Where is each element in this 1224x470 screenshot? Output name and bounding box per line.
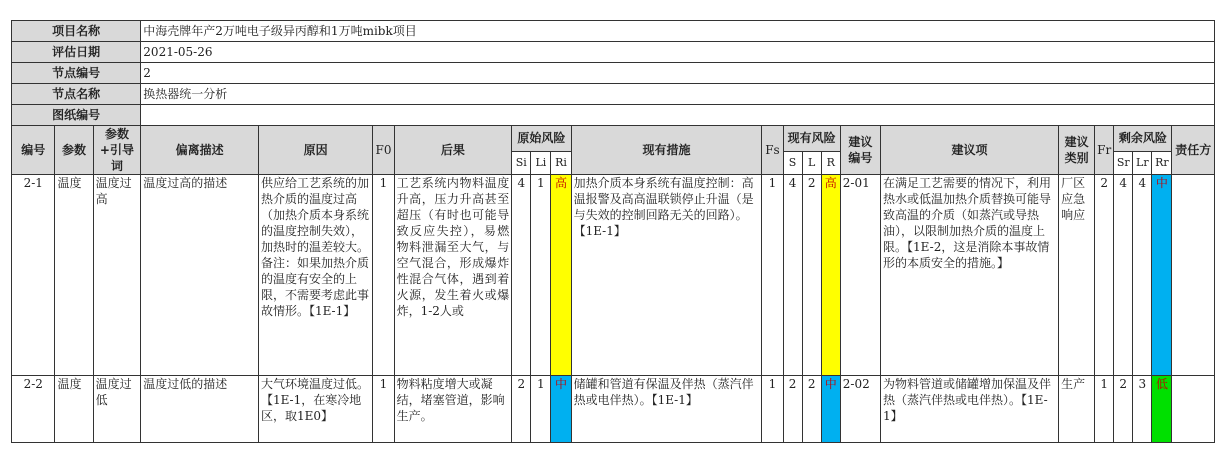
row-suggestion-type: 厂区应急响应 bbox=[1059, 175, 1095, 376]
row-r-badge: 中 bbox=[821, 376, 840, 443]
row-suggestion-no: 2-01 bbox=[840, 175, 880, 376]
project-name-value: 中海壳牌年产2万吨电子级异丙醇和1万吨mibk项目 bbox=[141, 21, 1215, 42]
row-si: 2 bbox=[512, 376, 531, 443]
col-header-residual-risk: 剩余风险 bbox=[1114, 126, 1172, 152]
row-cause-text: 大气环境温度过低。【1E-1，在寒冷地区，取1E0】 bbox=[260, 377, 369, 423]
col-header-li: Li bbox=[531, 151, 551, 174]
row-consequence: 物料粘度增大或凝结，堵塞管道，影响生产。 bbox=[394, 376, 512, 443]
col-header-l: L bbox=[802, 151, 821, 174]
col-header-deviation: 偏离描述 bbox=[141, 126, 259, 175]
col-header-original-risk: 原始风险 bbox=[512, 126, 571, 152]
eval-date-value: 2021-05-26 bbox=[141, 42, 1215, 63]
row-deviation: 温度过高的描述 bbox=[141, 175, 259, 376]
col-header-r: R bbox=[821, 151, 840, 174]
hazop-table bbox=[11, 20, 1215, 443]
row-lr: 4 bbox=[1133, 175, 1152, 376]
node-name-label: 节点名称 bbox=[12, 84, 141, 105]
row-suggestion-no: 2-02 bbox=[840, 376, 880, 443]
row-r-badge: 高 bbox=[821, 175, 840, 376]
row-l: 2 bbox=[802, 376, 821, 443]
row-s: 4 bbox=[783, 175, 802, 376]
row-guide-word: 温度过高 bbox=[93, 175, 141, 376]
row-fr: 2 bbox=[1095, 175, 1114, 376]
row-f0: 1 bbox=[373, 175, 394, 376]
col-header-fs: Fs bbox=[762, 126, 783, 175]
col-header-owner: 责任方 bbox=[1172, 126, 1215, 175]
row-li: 1 bbox=[531, 175, 551, 376]
row-owner bbox=[1172, 175, 1215, 376]
col-header-no: 编号 bbox=[12, 126, 55, 175]
row-f0: 1 bbox=[373, 376, 394, 443]
row-rr-badge: 中 bbox=[1152, 175, 1172, 376]
row-suggestion: 为物料管道或储罐增加保温及伴热（蒸汽伴热或电伴热）。【1E-1】 bbox=[881, 376, 1059, 443]
row-rr-badge: 低 bbox=[1152, 376, 1172, 443]
col-header-param: 参数 bbox=[55, 126, 93, 175]
col-header-cause: 原因 bbox=[258, 126, 372, 175]
row-cause-text: 供应给工艺系统的加热介质的温度过高（加热介质本身系统的温度控制失效），加热时的温差较大。备注：如果加热介质的温度有安全的上限，不需要考虑此事故情形。【1E-1】 bbox=[260, 176, 369, 318]
row-owner bbox=[1172, 376, 1215, 443]
col-header-s: S bbox=[783, 151, 802, 174]
table-row bbox=[12, 175, 1215, 376]
row-fr: 1 bbox=[1095, 376, 1114, 443]
drawing-number-value bbox=[141, 105, 1215, 126]
col-header-si: Si bbox=[512, 151, 531, 174]
col-header-lr: Lr bbox=[1133, 151, 1152, 174]
row-consequence bbox=[394, 175, 512, 376]
col-header-fr: Fr bbox=[1095, 126, 1114, 175]
row-cause bbox=[258, 376, 372, 443]
row-si: 4 bbox=[512, 175, 531, 376]
node-number-value: 2 bbox=[141, 63, 1215, 84]
row-fs: 1 bbox=[762, 376, 783, 443]
table-row bbox=[12, 376, 1215, 443]
row-cause bbox=[258, 175, 372, 376]
row-suggestion: 在满足工艺需要的情况下，利用热水或低温加热介质替换可能导致高温的介质（如蒸汽或导热油），以限制加热介质的温度上限。【1E-2，这是消除本事故情形的本质安全的措施。】 bbox=[881, 175, 1059, 376]
eval-date-label: 评估日期 bbox=[12, 42, 141, 63]
row-number: 2-2 bbox=[12, 376, 55, 443]
row-measures: 加热介质本身系统有温度控制：高温报警及高高温联锁停止升温（是与失效的控制回路无关的回路）。【1E-1】 bbox=[571, 175, 762, 376]
row-consequence-text: 工艺系统内物料温度升高，压力升高甚至超压（有时也可能导致反应失控），易燃物料泄漏至大气，与空气混合，形成爆炸性混合气体，遇到着火源，发生着火或爆炸，1-2人或 bbox=[396, 176, 510, 318]
col-header-param-guide: 参数+引导词 bbox=[93, 126, 141, 175]
row-measures: 储罐和管道有保温及伴热（蒸汽伴热或电伴热）。【1E-1】 bbox=[571, 376, 762, 443]
col-header-ri: Ri bbox=[551, 151, 571, 174]
row-number: 2-1 bbox=[12, 175, 55, 376]
col-header-suggestion-no: 建议编号 bbox=[840, 126, 880, 175]
row-li: 1 bbox=[531, 376, 551, 443]
node-number-label: 节点编号 bbox=[12, 63, 141, 84]
row-suggestion-type: 生产 bbox=[1059, 376, 1095, 443]
row-ri-badge: 中 bbox=[551, 376, 571, 443]
row-param: 温度 bbox=[55, 376, 93, 443]
info-row-project bbox=[12, 21, 1215, 42]
row-s: 2 bbox=[783, 376, 802, 443]
col-header-suggestion-type: 建议类别 bbox=[1059, 126, 1095, 175]
project-name-label: 项目名称 bbox=[12, 21, 141, 42]
row-sr: 2 bbox=[1114, 376, 1133, 443]
col-header-rr: Rr bbox=[1152, 151, 1172, 174]
col-header-suggestion: 建议项 bbox=[881, 126, 1059, 175]
row-l: 2 bbox=[802, 175, 821, 376]
info-row-node-name bbox=[12, 84, 1215, 105]
row-guide-word: 温度过低 bbox=[93, 376, 141, 443]
col-header-f0: F0 bbox=[373, 126, 394, 175]
header-row-1 bbox=[12, 126, 1215, 152]
row-sr: 4 bbox=[1114, 175, 1133, 376]
info-row-node-no bbox=[12, 63, 1215, 84]
col-header-current-risk: 现有风险 bbox=[783, 126, 840, 152]
row-deviation: 温度过低的描述 bbox=[141, 376, 259, 443]
col-header-measures: 现有措施 bbox=[571, 126, 762, 175]
drawing-number-label: 图纸编号 bbox=[12, 105, 141, 126]
row-ri-badge: 高 bbox=[551, 175, 571, 376]
col-header-consequence: 后果 bbox=[394, 126, 512, 175]
row-param: 温度 bbox=[55, 175, 93, 376]
info-row-drawing bbox=[12, 105, 1215, 126]
row-fs: 1 bbox=[762, 175, 783, 376]
node-name-value: 换热器统一分析 bbox=[141, 84, 1215, 105]
row-lr: 3 bbox=[1133, 376, 1152, 443]
col-header-sr: Sr bbox=[1114, 151, 1133, 174]
info-row-date bbox=[12, 42, 1215, 63]
